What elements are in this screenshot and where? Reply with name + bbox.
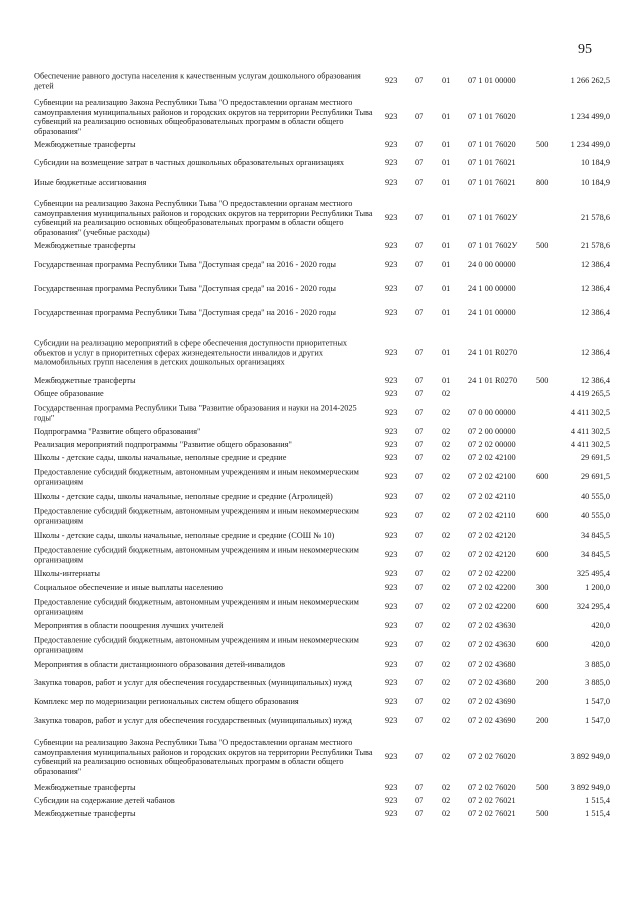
table-row xyxy=(0,139,640,151)
cell-vr: 200 xyxy=(536,716,549,726)
cell-sum: 12 386,4 xyxy=(580,284,610,294)
table-row xyxy=(0,466,640,488)
table-row xyxy=(0,677,640,689)
cell-pr: 01 xyxy=(442,376,451,386)
cell-csr: 07 2 02 76020 xyxy=(468,783,516,793)
cell-name: Школы - детские сады, школы начальные, неполные средние и средние (СОШ № 10) xyxy=(34,531,335,541)
cell-ved: 923 xyxy=(385,213,398,223)
table-row xyxy=(0,634,640,656)
cell-rz: 07 xyxy=(415,440,424,450)
cell-csr: 07 2 02 00000 xyxy=(468,440,516,450)
cell-name: Школы - детские сады, школы начальные, неполные средние и средние xyxy=(34,453,287,463)
table-row xyxy=(0,735,640,779)
cell-name: Школы-интернаты xyxy=(34,569,100,579)
table-row xyxy=(0,402,640,424)
cell-csr: 07 2 02 43690 xyxy=(468,697,516,707)
cell-vr: 300 xyxy=(536,583,549,593)
cell-sum: 12 386,4 xyxy=(580,308,610,318)
cell-csr: 07 2 02 42200 xyxy=(468,602,516,612)
cell-pr: 02 xyxy=(442,752,451,762)
cell-pr: 02 xyxy=(442,796,451,806)
cell-pr: 01 xyxy=(442,158,451,168)
cell-ved: 923 xyxy=(385,583,398,593)
table-row xyxy=(0,452,640,464)
cell-name: Реализация мероприятий подпрограммы "Развитие общего образования" xyxy=(34,440,292,450)
cell-ved: 923 xyxy=(385,408,398,418)
cell-pr: 02 xyxy=(442,440,451,450)
cell-vr: 600 xyxy=(536,511,549,521)
cell-pr: 02 xyxy=(442,408,451,418)
table-row xyxy=(0,491,640,503)
cell-sum: 4 411 302,5 xyxy=(570,440,610,450)
cell-csr: 07 2 02 43690 xyxy=(468,716,516,726)
cell-sum: 40 555,0 xyxy=(580,511,610,521)
cell-rz: 07 xyxy=(415,783,424,793)
cell-vr: 500 xyxy=(536,140,549,150)
cell-pr: 02 xyxy=(442,569,451,579)
cell-pr: 01 xyxy=(442,241,451,251)
cell-csr: 07 2 02 42120 xyxy=(468,550,516,560)
cell-vr: 500 xyxy=(536,376,549,386)
cell-ved: 923 xyxy=(385,440,398,450)
cell-pr: 02 xyxy=(442,621,451,631)
cell-sum: 420,0 xyxy=(591,640,610,650)
cell-csr: 07 1 01 7602У xyxy=(468,241,518,251)
cell-pr: 02 xyxy=(442,660,451,670)
cell-name: Закупка товаров, работ и услуг для обеспечения государственных (муниципальных) нужд xyxy=(34,716,352,726)
cell-ved: 923 xyxy=(385,308,398,318)
cell-rz: 07 xyxy=(415,796,424,806)
cell-sum: 34 845,5 xyxy=(580,550,610,560)
cell-name: Иные бюджетные ассигнования xyxy=(34,178,147,188)
cell-sum: 12 386,4 xyxy=(580,376,610,386)
cell-name: Мероприятия в области поощрения лучших учителей xyxy=(34,621,224,631)
cell-name: Межбюджетные трансферты xyxy=(34,783,136,793)
cell-rz: 07 xyxy=(415,76,424,86)
cell-ved: 923 xyxy=(385,376,398,386)
cell-sum: 12 386,4 xyxy=(580,348,610,358)
cell-csr: 07 1 01 00000 xyxy=(468,76,516,86)
cell-ved: 923 xyxy=(385,531,398,541)
cell-name: Субсидии на возмещение затрат в частных дошкольных образовательных организациях xyxy=(34,158,345,168)
cell-rz: 07 xyxy=(415,308,424,318)
cell-vr: 800 xyxy=(536,178,549,188)
cell-rz: 07 xyxy=(415,550,424,560)
cell-name: Предоставление субсидий бюджетным, автономным учреждениям и иным некоммерческим организациям xyxy=(34,545,359,564)
cell-csr: 07 2 02 42110 xyxy=(468,492,516,502)
page-number: 95 xyxy=(578,42,592,57)
cell-sum: 3 885,0 xyxy=(585,678,610,688)
table-row xyxy=(0,240,640,252)
cell-vr: 500 xyxy=(536,241,549,251)
table-row xyxy=(0,388,640,400)
cell-sum: 12 386,4 xyxy=(580,260,610,270)
cell-rz: 07 xyxy=(415,348,424,358)
cell-ved: 923 xyxy=(385,140,398,150)
cell-sum: 325 495,4 xyxy=(576,569,610,579)
cell-rz: 07 xyxy=(415,389,424,399)
cell-sum: 4 411 302,5 xyxy=(570,427,610,437)
cell-pr: 01 xyxy=(442,284,451,294)
table-row xyxy=(0,259,640,271)
cell-vr: 600 xyxy=(536,550,549,560)
cell-sum: 29 691,5 xyxy=(580,453,610,463)
cell-rz: 07 xyxy=(415,178,424,188)
table-row xyxy=(0,715,640,727)
table-row xyxy=(0,696,640,708)
table-row xyxy=(0,544,640,566)
cell-csr: 07 1 01 76020 xyxy=(468,112,516,122)
cell-rz: 07 xyxy=(415,408,424,418)
table-row xyxy=(0,582,640,594)
cell-vr: 200 xyxy=(536,678,549,688)
cell-name: Закупка товаров, работ и услуг для обеспечения государственных (муниципальных) нужд xyxy=(34,678,352,688)
cell-rz: 07 xyxy=(415,678,424,688)
cell-rz: 07 xyxy=(415,621,424,631)
cell-csr: 07 0 00 00000 xyxy=(468,408,516,418)
cell-ved: 923 xyxy=(385,783,398,793)
table-row xyxy=(0,568,640,580)
cell-ved: 923 xyxy=(385,158,398,168)
cell-pr: 01 xyxy=(442,260,451,270)
table-row xyxy=(0,808,640,820)
cell-csr: 24 1 01 00000 xyxy=(468,308,516,318)
cell-name: Государственная программа Республики Тыва "Развитие образования и науки на 2014-2025 годы" xyxy=(34,403,357,422)
cell-ved: 923 xyxy=(385,472,398,482)
cell-ved: 923 xyxy=(385,178,398,188)
table-row xyxy=(0,283,640,295)
cell-sum: 1 547,0 xyxy=(585,697,610,707)
cell-csr: 07 2 02 42100 xyxy=(468,453,516,463)
cell-csr: 07 2 02 42200 xyxy=(468,569,516,579)
cell-csr: 07 2 02 43680 xyxy=(468,678,516,688)
cell-name: Межбюджетные трансферты xyxy=(34,809,136,819)
cell-name: Предоставление субсидий бюджетным, автономным учреждениям и иным некоммерческим организациям xyxy=(34,635,359,654)
cell-rz: 07 xyxy=(415,140,424,150)
cell-rz: 07 xyxy=(415,158,424,168)
cell-rz: 07 xyxy=(415,640,424,650)
table-row xyxy=(0,659,640,671)
cell-name: Субвенции на реализацию Закона Республики Тыва "О предоставлении органам местного самоуправления муниципальных районов и городских округов на территории Республики Тыва субвенций на реализацию основных общеобразовательных программ в области общего образования" xyxy=(34,97,373,136)
cell-name: Комплекс мер по модернизации региональных систем общего образования xyxy=(34,697,299,707)
table-row xyxy=(0,782,640,794)
cell-rz: 07 xyxy=(415,809,424,819)
cell-sum: 1 266 262,5 xyxy=(570,76,610,86)
cell-vr: 500 xyxy=(536,783,549,793)
cell-name: Субвенции на реализацию Закона Республики Тыва "О предоставлении органам местного самоуправления муниципальных районов и городских округов на территории Республики Тыва субвенций на реализацию основных общеобразовательных программ в области общего образования" (учебные расходы) xyxy=(34,198,373,237)
cell-name: Государственная программа Республики Тыва "Доступная среда" на 2016 - 2020 годы xyxy=(34,284,336,294)
cell-rz: 07 xyxy=(415,752,424,762)
cell-ved: 923 xyxy=(385,427,398,437)
cell-pr: 01 xyxy=(442,348,451,358)
cell-csr: 07 1 01 76021 xyxy=(468,158,516,168)
cell-rz: 07 xyxy=(415,472,424,482)
cell-pr: 02 xyxy=(442,716,451,726)
cell-ved: 923 xyxy=(385,697,398,707)
cell-rz: 07 xyxy=(415,531,424,541)
cell-sum: 1 200,0 xyxy=(585,583,610,593)
cell-csr: 07 1 01 76020 xyxy=(468,140,516,150)
cell-name: Предоставление субсидий бюджетным, автономным учреждениям и иным некоммерческим организациям xyxy=(34,467,359,486)
cell-pr: 01 xyxy=(442,178,451,188)
cell-pr: 02 xyxy=(442,697,451,707)
cell-sum: 3 892 949,0 xyxy=(570,752,610,762)
cell-rz: 07 xyxy=(415,697,424,707)
cell-ved: 923 xyxy=(385,678,398,688)
cell-name: Государственная программа Республики Тыва "Доступная среда" на 2016 - 2020 годы xyxy=(34,260,336,270)
cell-csr: 07 2 02 43630 xyxy=(468,621,516,631)
cell-csr: 07 2 02 76021 xyxy=(468,809,516,819)
cell-sum: 3 892 949,0 xyxy=(570,783,610,793)
cell-sum: 10 184,9 xyxy=(580,158,610,168)
cell-pr: 02 xyxy=(442,583,451,593)
cell-rz: 07 xyxy=(415,260,424,270)
table-row xyxy=(0,426,640,438)
cell-rz: 07 xyxy=(415,112,424,122)
cell-pr: 01 xyxy=(442,140,451,150)
cell-pr: 01 xyxy=(442,308,451,318)
cell-pr: 02 xyxy=(442,640,451,650)
cell-rz: 07 xyxy=(415,376,424,386)
table-row xyxy=(0,795,640,807)
cell-rz: 07 xyxy=(415,241,424,251)
cell-rz: 07 xyxy=(415,511,424,521)
cell-ved: 923 xyxy=(385,241,398,251)
table-row xyxy=(0,596,640,618)
cell-pr: 02 xyxy=(442,511,451,521)
cell-sum: 420,0 xyxy=(591,621,610,631)
cell-pr: 02 xyxy=(442,550,451,560)
cell-rz: 07 xyxy=(415,284,424,294)
cell-ved: 923 xyxy=(385,76,398,86)
table-row xyxy=(0,177,640,189)
cell-pr: 02 xyxy=(442,492,451,502)
table-row xyxy=(0,505,640,527)
cell-csr: 07 1 01 76021 xyxy=(468,178,516,188)
cell-name: Субвенции на реализацию Закона Республики Тыва "О предоставлении органам местного самоуправления муниципальных районов и городских округов на территории Республики Тыва субвенций на реализацию основных общеобразовательных программ в области общего образования" xyxy=(34,737,373,776)
cell-ved: 923 xyxy=(385,348,398,358)
cell-ved: 923 xyxy=(385,260,398,270)
cell-name: Школы - детские сады, школы начальные, неполные средние и средние (Агролицей) xyxy=(34,492,333,502)
cell-ved: 923 xyxy=(385,511,398,521)
cell-sum: 21 578,6 xyxy=(580,213,610,223)
cell-name: Государственная программа Республики Тыва "Доступная среда" на 2016 - 2020 годы xyxy=(34,308,336,318)
cell-sum: 1 515,4 xyxy=(585,809,610,819)
cell-sum: 3 885,0 xyxy=(585,660,610,670)
cell-csr: 07 2 02 42100 xyxy=(468,472,516,482)
table-row xyxy=(0,95,640,139)
cell-csr: 24 1 01 R0270 xyxy=(468,376,518,386)
table-row xyxy=(0,331,640,375)
cell-csr: 07 1 01 7602У xyxy=(468,213,518,223)
cell-ved: 923 xyxy=(385,752,398,762)
cell-csr: 07 2 02 42110 xyxy=(468,511,516,521)
cell-ved: 923 xyxy=(385,389,398,399)
cell-sum: 21 578,6 xyxy=(580,241,610,251)
cell-ved: 923 xyxy=(385,621,398,631)
cell-sum: 1 547,0 xyxy=(585,716,610,726)
cell-rz: 07 xyxy=(415,583,424,593)
cell-csr: 07 2 00 00000 xyxy=(468,427,516,437)
cell-vr: 600 xyxy=(536,640,549,650)
cell-csr: 07 2 02 42200 xyxy=(468,583,516,593)
cell-rz: 07 xyxy=(415,427,424,437)
cell-pr: 02 xyxy=(442,531,451,541)
cell-csr: 07 2 02 76021 xyxy=(468,796,516,806)
cell-csr: 24 1 00 00000 xyxy=(468,284,516,294)
cell-vr: 600 xyxy=(536,602,549,612)
cell-sum: 40 555,0 xyxy=(580,492,610,502)
cell-pr: 02 xyxy=(442,783,451,793)
cell-name: Подпрограмма "Развитие общего образования" xyxy=(34,427,201,437)
table-row xyxy=(0,439,640,451)
cell-pr: 02 xyxy=(442,427,451,437)
cell-rz: 07 xyxy=(415,660,424,670)
cell-vr: 600 xyxy=(536,472,549,482)
cell-rz: 07 xyxy=(415,569,424,579)
cell-sum: 29 691,5 xyxy=(580,472,610,482)
cell-name: Мероприятия в области дистанционного образования детей-инвалидов xyxy=(34,660,286,670)
table-row xyxy=(0,196,640,240)
cell-ved: 923 xyxy=(385,550,398,560)
cell-rz: 07 xyxy=(415,716,424,726)
cell-ved: 923 xyxy=(385,660,398,670)
cell-name: Межбюджетные трансферты xyxy=(34,140,136,150)
cell-name: Субсидии на содержание детей чабанов xyxy=(34,796,175,806)
cell-csr: 07 2 02 43680 xyxy=(468,660,516,670)
cell-rz: 07 xyxy=(415,213,424,223)
cell-csr: 24 0 00 00000 xyxy=(468,260,516,270)
table-row xyxy=(0,620,640,632)
cell-sum: 34 845,5 xyxy=(580,531,610,541)
cell-name: Общее образование xyxy=(34,389,104,399)
cell-ved: 923 xyxy=(385,809,398,819)
cell-pr: 01 xyxy=(442,213,451,223)
cell-name: Субсидии на реализацию мероприятий в сфере обеспечения доступности приоритетных объектов и услуг в приоритетных сферах жизнедеятельности инвалидов и других маломобильных групп населения в детских дошкольных организациях xyxy=(34,338,348,367)
table-row xyxy=(0,530,640,542)
cell-pr: 01 xyxy=(442,112,451,122)
cell-ved: 923 xyxy=(385,569,398,579)
cell-name: Межбюджетные трансферты xyxy=(34,241,136,251)
cell-sum: 1 234 499,0 xyxy=(570,112,610,122)
cell-rz: 07 xyxy=(415,492,424,502)
cell-pr: 02 xyxy=(442,453,451,463)
cell-ved: 923 xyxy=(385,492,398,502)
cell-pr: 02 xyxy=(442,602,451,612)
cell-ved: 923 xyxy=(385,640,398,650)
cell-pr: 02 xyxy=(442,472,451,482)
table-row xyxy=(0,157,640,169)
cell-ved: 923 xyxy=(385,796,398,806)
cell-ved: 923 xyxy=(385,716,398,726)
cell-sum: 1 515,4 xyxy=(585,796,610,806)
cell-rz: 07 xyxy=(415,602,424,612)
cell-name: Социальное обеспечение и иные выплаты населению xyxy=(34,583,223,593)
cell-name: Обеспечение равного доступа населения к качественным услугам дошкольного образования детей xyxy=(34,71,361,90)
cell-csr: 07 2 02 42120 xyxy=(468,531,516,541)
cell-name: Предоставление субсидий бюджетным, автономным учреждениям и иным некоммерческим организациям xyxy=(34,506,359,525)
cell-csr: 07 2 02 76020 xyxy=(468,752,516,762)
cell-sum: 324 295,4 xyxy=(576,602,610,612)
cell-name: Межбюджетные трансферты xyxy=(34,376,136,386)
cell-sum: 4 411 302,5 xyxy=(570,408,610,418)
cell-pr: 02 xyxy=(442,678,451,688)
table-row xyxy=(0,70,640,92)
table-row xyxy=(0,307,640,319)
cell-vr: 500 xyxy=(536,809,549,819)
cell-ved: 923 xyxy=(385,112,398,122)
cell-pr: 02 xyxy=(442,389,451,399)
table-row xyxy=(0,375,640,387)
cell-pr: 02 xyxy=(442,809,451,819)
cell-sum: 1 234 499,0 xyxy=(570,140,610,150)
cell-name: Предоставление субсидий бюджетным, автономным учреждениям и иным некоммерческим организациям xyxy=(34,597,359,616)
cell-rz: 07 xyxy=(415,453,424,463)
cell-csr: 07 2 02 43630 xyxy=(468,640,516,650)
cell-pr: 01 xyxy=(442,76,451,86)
cell-sum: 4 419 265,5 xyxy=(570,389,610,399)
cell-ved: 923 xyxy=(385,284,398,294)
cell-csr: 24 1 01 R0270 xyxy=(468,348,518,358)
cell-ved: 923 xyxy=(385,453,398,463)
cell-sum: 10 184,9 xyxy=(580,178,610,188)
cell-ved: 923 xyxy=(385,602,398,612)
